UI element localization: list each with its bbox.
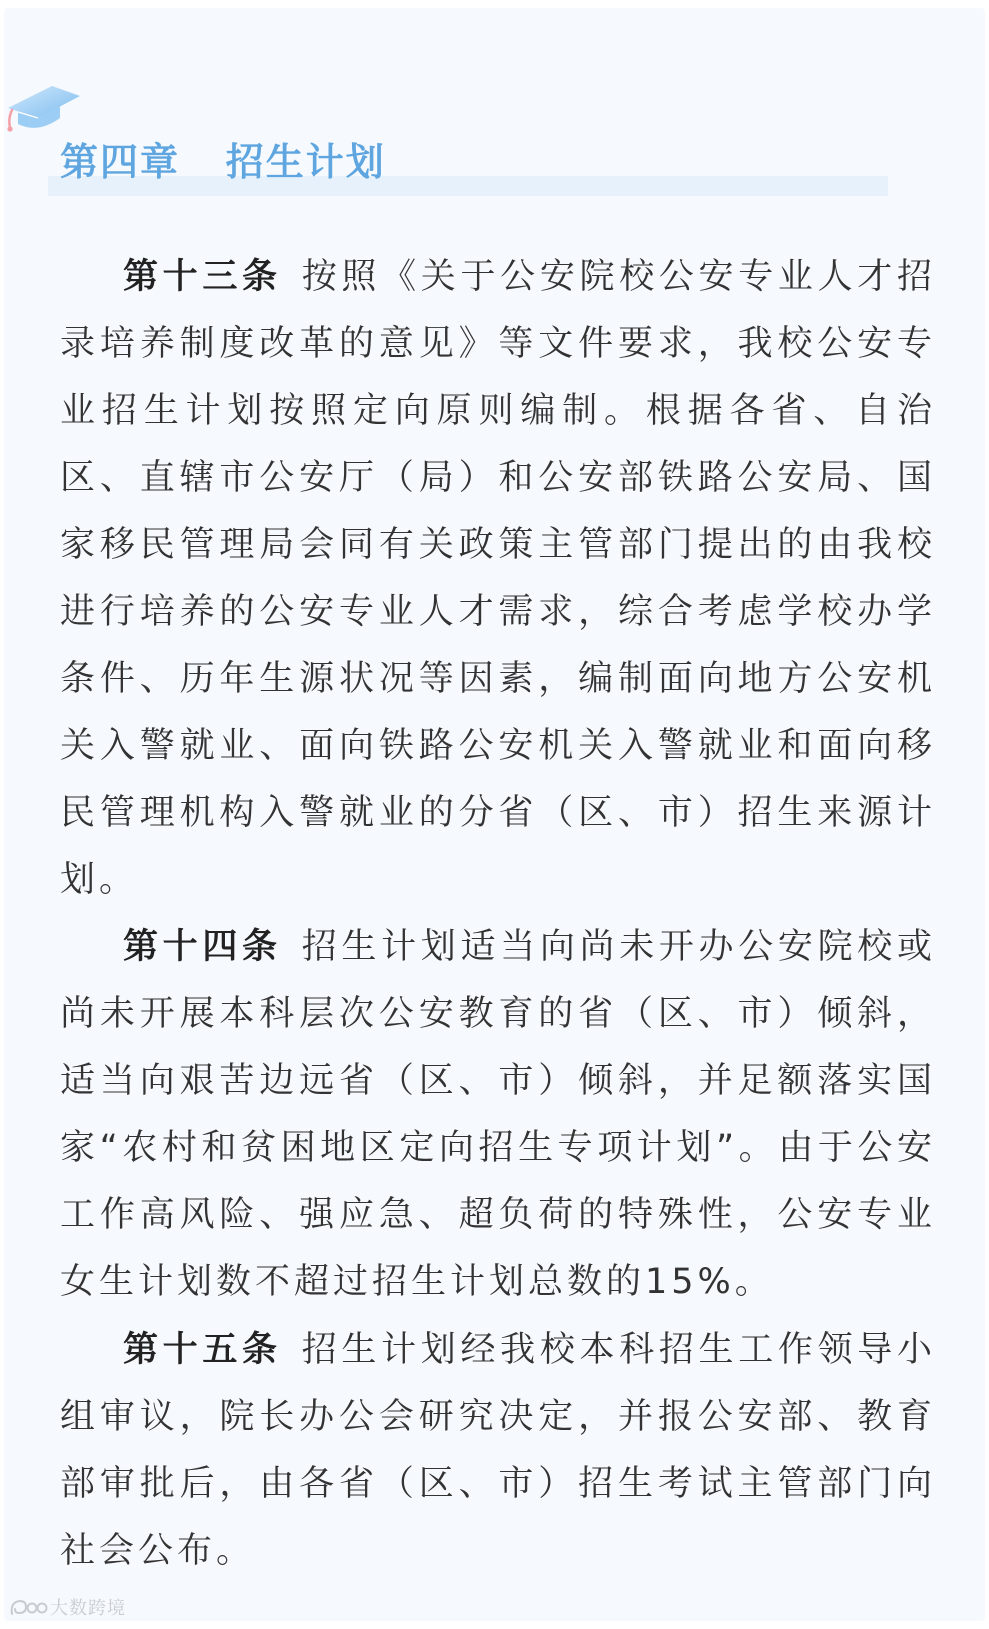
article-number: 第十三条 [123, 257, 282, 297]
article-14 [60, 914, 936, 1316]
article-text: 招生计划经我校本科招生工作领导小组审议，院长办公会研究决定，并报公安部、教育部审批后，由各省（区、市）招生考试主管部门向社会公布。 [60, 1330, 936, 1571]
graduation-cap-icon [4, 84, 84, 136]
article-13 [60, 244, 936, 914]
article-number: 第十五条 [123, 1330, 282, 1370]
watermark-text: 大数跨境 [50, 1598, 126, 1619]
brand-logo-icon [8, 1596, 48, 1618]
article-number: 第十四条 [123, 927, 282, 967]
article-text: 按照《关于公安院校公安专业人才招录培养制度改革的意见》等文件要求，我校公安专业招生计划按照定向原则编制。根据各省、自治区、直辖市公安厅（局）和公安部铁路公安局、国家移民管理局会同有关政策主管部门提出的由我校进行培养的公安专业人才需求，综合考虑学校办学条件、历年生源状况等因素，编制面向地方公安机关入警就业、面向铁路公安机关入警就业和面向移民管理机构入警就业的分省（区、市）招生来源计划。 [60, 257, 936, 900]
article-15 [60, 1317, 936, 1585]
watermark [8, 1594, 126, 1620]
chapter-title: 第四章 招生计划 [60, 140, 386, 184]
article-text: 招生计划适当向尚未开办公安院校或尚未开展本科层次公安教育的省（区、市）倾斜，适当向艰苦边远省（区、市）倾斜，并足额落实国家“农村和贫困地区定向招生专项计划”。由于公安工作高风险、强应急、超负荷的特殊性，公安专业女生计划数不超过招生计划总数的15%。 [60, 927, 936, 1302]
